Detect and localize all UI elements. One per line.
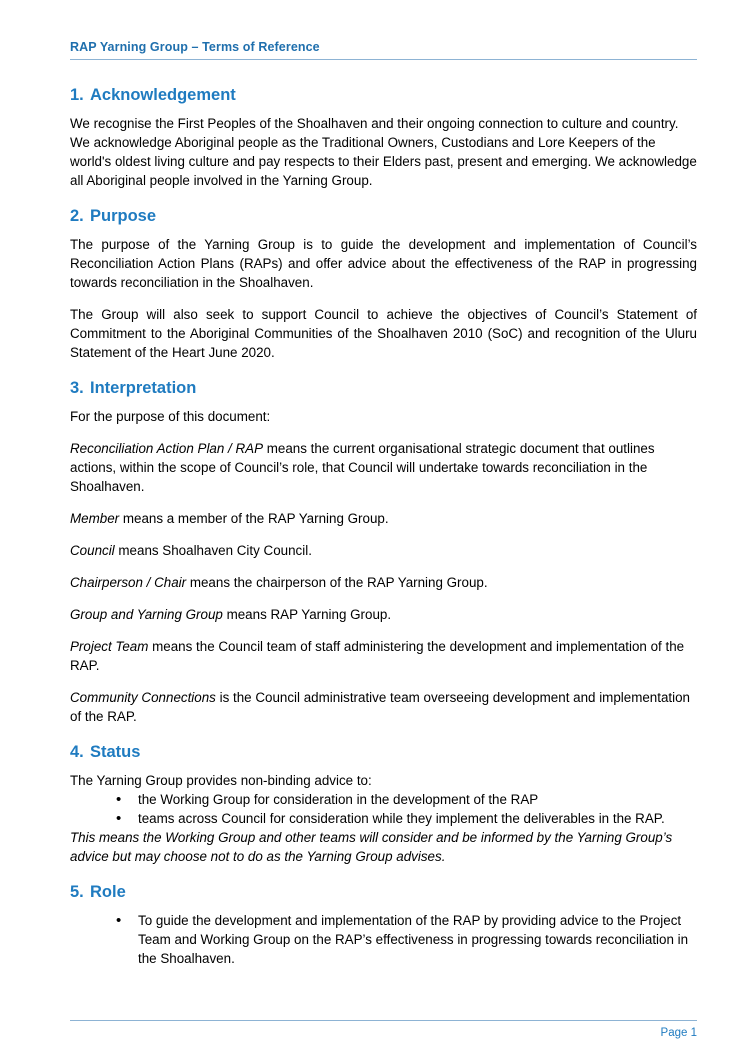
section-role <box>70 883 697 968</box>
page-number: Page 1 <box>660 1027 697 1039</box>
paragraph-intro: For the purpose of this document: <box>70 408 271 424</box>
paragraph: We recognise the First Peoples of the Shoalhaven and their ongoing connection to culture and country. We acknowledge Aboriginal people as the Traditional Owners, Custodians and Lore Keepers of the world's oldest living culture and pay respects to their Elders past, present and emerging. We acknowledge all Aboriginal people involved in the Yarning Group. <box>70 115 697 188</box>
definition-item <box>70 573 697 592</box>
paragraph-closing: This means the Working Group and other teams will consider and be informed by the Yarning Group’s advice but may choose not to do as the Yarning Group advises. <box>70 829 673 864</box>
section-number: 1. <box>70 86 84 104</box>
section-acknowledgement <box>70 86 697 190</box>
definition-text: means the Council team of staff administering the development and implementation of the RAP. <box>70 638 685 673</box>
definition-term: Group and Yarning Group <box>70 606 223 622</box>
paragraph: The Group will also seek to support Council to achieve the objectives of Council’s Statement of Commitment to the Aboriginal Communities of the Shoalhaven 2010 (SoC) and recognition of the Uluru Statement of the Heart June 2020. <box>70 306 697 360</box>
definition-term: Reconciliation Action Plan / RAP <box>70 440 264 456</box>
section-number: 4. <box>70 743 84 762</box>
list-item: • To guide the development and implementation of the RAP by providing advice to the Project Team and Working Group on the RAP’s effectiveness in progressing towards reconciliation in the Shoalhaven. <box>116 911 697 968</box>
definition-item <box>70 605 697 624</box>
section-title: Status <box>90 743 141 762</box>
section-heading-role <box>70 883 697 903</box>
section-heading-interpretation <box>70 379 697 399</box>
section-number: 3. <box>70 378 84 397</box>
definition-item <box>70 688 697 726</box>
definition-term: Chairperson / Chair <box>70 574 187 590</box>
definition-text: means the current organisational strategic document that outlines actions, within the scope of Council’s role, that Council will undertake towards reconciliation in the Shoalhaven. <box>70 440 655 494</box>
definition-term: Community Connections <box>70 690 216 706</box>
section-interpretation <box>70 379 697 726</box>
footer-divider <box>70 1020 697 1021</box>
document-header <box>70 40 697 60</box>
section-heading-purpose <box>70 207 697 227</box>
definition-item <box>70 541 697 560</box>
definition-term: Member <box>70 510 120 526</box>
list-item: • teams across Council for consideration while they implement the deliverables in the RAP. <box>116 809 697 828</box>
section-title: Purpose <box>90 206 157 225</box>
definition-text: is the Council administrative team overseeing development and implementation of the RAP. <box>70 690 691 725</box>
section-title: Role <box>90 883 126 902</box>
section-title: Acknowledgement <box>90 86 236 104</box>
definition-item <box>70 637 697 675</box>
paragraph-intro: The Yarning Group provides non-binding advice to: <box>70 772 372 788</box>
bullet-list <box>70 790 697 828</box>
definition-term: Project Team <box>70 638 149 654</box>
header-title: RAP Yarning Group – Terms of Reference <box>70 40 320 54</box>
document-footer <box>70 1020 697 1039</box>
definition-text: means RAP Yarning Group. <box>222 606 392 622</box>
paragraph: The purpose of the Yarning Group is to guide the development and implementation of Council’s Reconciliation Action Plans (RAPs) and offer advice about the effectiveness of the RAP in progressing towards reconciliation in the Shoalhaven. <box>70 236 697 290</box>
list-item: • the Working Group for consideration in the development of the RAP <box>116 790 697 809</box>
section-status <box>70 743 697 866</box>
section-heading-acknowledgement <box>70 86 697 106</box>
section-title: Interpretation <box>90 378 197 397</box>
section-number: 5. <box>70 883 84 902</box>
section-heading-status <box>70 743 697 763</box>
definition-term: Council <box>70 542 115 558</box>
definition-text: means the chairperson of the RAP Yarning Group. <box>186 574 488 590</box>
section-number: 2. <box>70 206 84 225</box>
definition-item <box>70 439 697 496</box>
definition-item <box>70 509 697 528</box>
definition-text: means Shoalhaven City Council. <box>114 542 312 558</box>
section-purpose <box>70 207 697 362</box>
bullet-list <box>70 911 697 968</box>
definition-text: means a member of the RAP Yarning Group. <box>119 510 389 526</box>
